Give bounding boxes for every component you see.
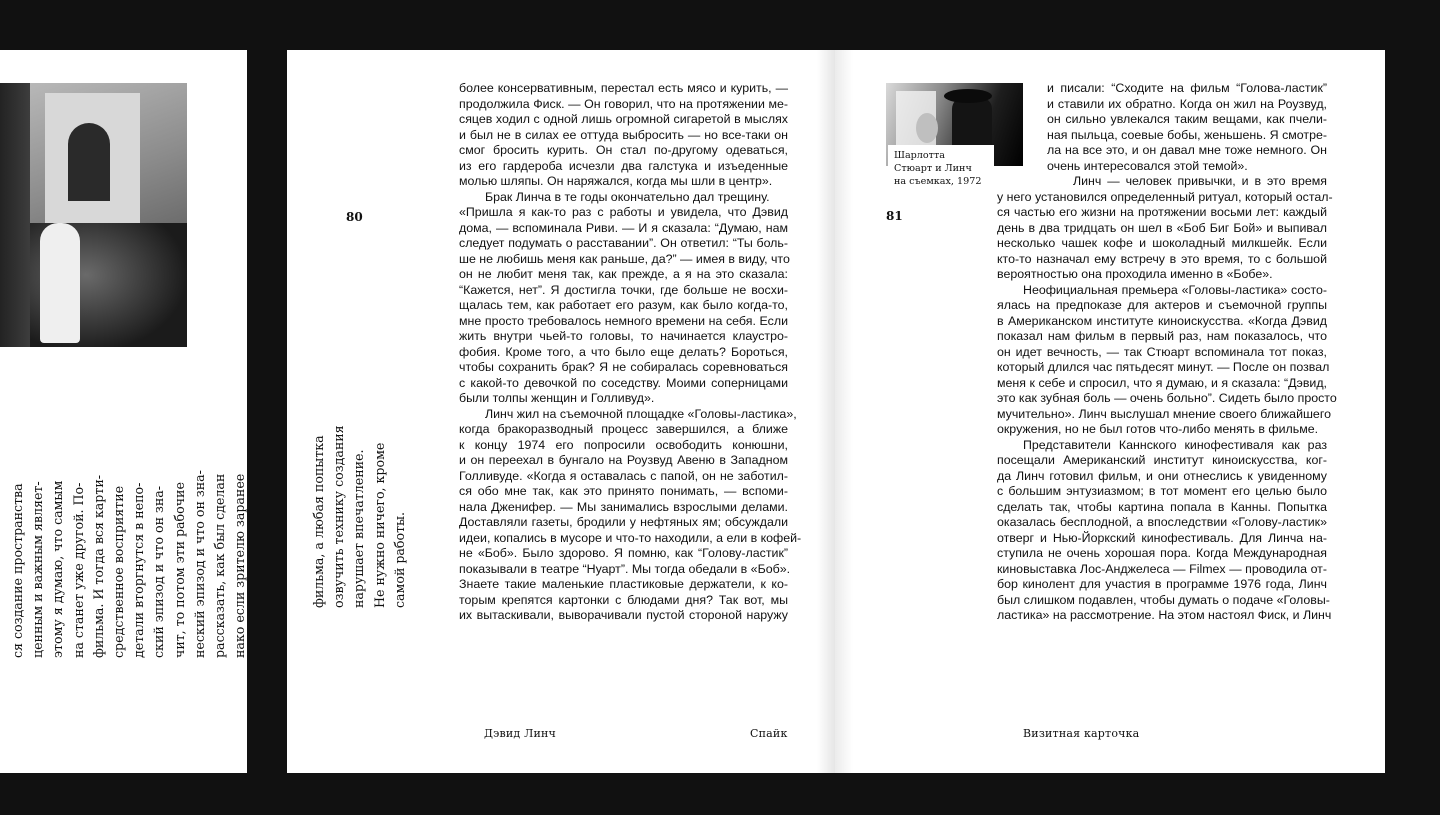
text-line: чит, то потом эти рабочие bbox=[171, 482, 187, 658]
body-line: были толпы женщин и Голливуд». bbox=[459, 391, 655, 405]
body-line: более консервативным, перестал есть мясо и курить, — bbox=[459, 81, 788, 95]
body-line: с большим энтузиазмом; в тот момент его целью было bbox=[997, 484, 1327, 498]
body-line: Доставляли газеты, бродили у нефтяных ям; обсуждали bbox=[459, 515, 788, 529]
still-face bbox=[916, 113, 938, 143]
body-line: Линч жил на съемочной площадке «Головы-ластика», bbox=[485, 406, 797, 421]
photo-arched-door bbox=[68, 123, 110, 201]
body-line: ся частью его жизни на протяжении восьми лет: каждый bbox=[997, 205, 1327, 219]
text-line: самой работы. bbox=[391, 511, 407, 608]
running-footer-section: Визитная карточка bbox=[1023, 727, 1140, 740]
body-line: из его гардероба исчезли два галстука и изъеденные bbox=[459, 158, 788, 173]
body-line: показал нам фильм в первый раз, нам показалось, что bbox=[997, 329, 1327, 343]
text-line: детали вторгнутся в непо- bbox=[131, 482, 147, 658]
body-line: был слишком подавлен, чтобы думать о подаче «Головы- bbox=[997, 592, 1330, 607]
photo-adult-figure bbox=[0, 83, 30, 347]
body-line: в Американском институте киноискусства. «Когда Дэвид bbox=[997, 313, 1327, 328]
body-line: Неофициальная премьера «Головы-ластика» состо- bbox=[1023, 282, 1327, 297]
text-line: фильма, а любая попытка bbox=[311, 435, 326, 608]
body-line: чтобы сохранить брак? Я не собиралась соревноваться bbox=[459, 360, 788, 374]
text-line: рассказать, как был сделан bbox=[212, 473, 228, 658]
body-line: у него установился определенный ритуал, который остал- bbox=[997, 189, 1333, 204]
body-line: с какой-то девочкой по соседству. Моими соперницами bbox=[459, 375, 788, 390]
body-text-column bbox=[459, 81, 802, 624]
running-footer-section: Спайк bbox=[750, 727, 788, 740]
body-line: дома, — вспоминала Риви. — И я сказала: “Думаю, нам bbox=[459, 220, 788, 235]
body-line: бор кинолент для участия в программе 1976 года, Линч bbox=[997, 577, 1327, 591]
body-line: очень интересовался этой темой». bbox=[1047, 158, 1248, 173]
body-line: молью шляпы. Он наряжался, когда мы шли в центр». bbox=[459, 174, 773, 188]
text-line: неский эпизод и что он зна- bbox=[191, 470, 207, 658]
photo-child-figure bbox=[40, 223, 80, 343]
text-line: ский эпизод и что он зна- bbox=[151, 485, 167, 658]
body-line: Голливуде. «Когда я оставалась с папой, он не заботил- bbox=[459, 468, 788, 483]
body-line: их вытаскивали, выворачивали пустой стороной наружу bbox=[459, 608, 788, 622]
rotated-text-column bbox=[8, 328, 247, 658]
body-line: к концу 1974 его попросили освободить конюшни, bbox=[459, 437, 788, 452]
body-line: Линч — человек привычки, и в это время bbox=[1073, 174, 1327, 188]
body-line: ступила не очень хорошая пора. Когда Международная bbox=[997, 546, 1327, 560]
body-line: мне просто требовалось немного времени на себя. Если bbox=[459, 313, 788, 328]
body-line: идеи, копались в мусоре и что-то находили, а ели в кофей- bbox=[459, 530, 802, 545]
body-line: меня к себе и спросил, что я думаю, и я сказала: “Дэвид, bbox=[997, 375, 1327, 390]
body-line: посещали Американский институт киноискусства, ког- bbox=[997, 453, 1327, 467]
text-line: Стюарт и Линч bbox=[894, 163, 972, 174]
body-text-column bbox=[997, 81, 1337, 624]
body-line: торым крепятся картонки с блюдами дня? Так вот, мы bbox=[459, 592, 788, 607]
body-line: да Линч готовил фильм, и они отнеслись к увиденному bbox=[997, 468, 1327, 483]
body-line: жить внутри чьей-то головы, то начинается клаустро- bbox=[459, 329, 788, 343]
body-line: фобия. Кроме того, а что было еще делать? Бороться, bbox=[459, 344, 788, 359]
previous-page bbox=[0, 50, 247, 773]
body-line: и ставили их обратно. Когда он жил на Роузвуд, bbox=[1047, 96, 1327, 111]
body-line: оказалась бесплодной, а впоследствии «Голову-ластик» bbox=[997, 515, 1327, 529]
page-number: 80 bbox=[346, 210, 363, 224]
body-line: он идет вечность, — так Стюарт вспоминала тот показ, bbox=[997, 344, 1327, 359]
text-line: на станет уже другой. По- bbox=[70, 482, 86, 658]
body-line: киновыставка Лос-Анджелеса — Filmex — проводила от- bbox=[997, 561, 1327, 576]
body-line: ная пыльца, соевые бобы, женьшень. Я смотре- bbox=[1047, 127, 1327, 142]
body-line: ялась на предпоказе для актеров и съемочной группы bbox=[997, 298, 1327, 312]
body-line: и был не в силах ее оттуда выбросить — но все-таки он bbox=[459, 127, 788, 142]
body-line: смог бросить курить. Он стал по-другому одеваться, bbox=[459, 143, 788, 157]
text-line: Шарлотта bbox=[894, 150, 946, 161]
gutter-shadow bbox=[835, 50, 853, 773]
body-line: ла на все это, и он давал мне тоже немного. Он bbox=[1047, 143, 1327, 157]
body-line: когда бракоразводный процесс завершился, а ближе bbox=[459, 422, 788, 436]
text-line: Не нужно ничего, кроме bbox=[371, 442, 387, 608]
body-line: ше не любишь меня как раньше, да?” — имея в виду, что bbox=[459, 251, 790, 266]
body-line: не «Боб». Было здорово. Я помню, как “Голову-ластик” bbox=[459, 546, 788, 560]
body-line: “Кажется, нет”. Я достигла точки, где больше не восхи- bbox=[459, 282, 788, 297]
body-line: и он переехал в бунгало на Роузвуд Авеню в Западном bbox=[459, 453, 788, 467]
house-photo bbox=[0, 83, 187, 347]
body-line: сделать так, чтобы картина попала в Канны. Попытка bbox=[997, 499, 1327, 514]
body-line: кто-то назначал ему встречу в это время, то с большой bbox=[997, 251, 1327, 266]
page-number: 81 bbox=[886, 209, 903, 223]
page-81 bbox=[835, 50, 1385, 773]
body-line: «Пришла я как-то раз с работы и увидела, что Дэвид bbox=[459, 205, 788, 219]
body-line: отверг и Нью-Йоркский кинофестиваль. Для Линча на- bbox=[997, 530, 1327, 545]
gutter-shadow bbox=[817, 50, 835, 773]
text-line: нако если зрителю заранее bbox=[232, 473, 247, 658]
body-line: Представители Каннского кинофестиваля как раз bbox=[1023, 437, 1327, 452]
body-line: который длился час пятьдесят минут. — После он позвал bbox=[997, 360, 1330, 374]
text-line: ся создание пространства bbox=[10, 483, 25, 658]
body-line: это как зубная боль — очень больно”. Сидеть было просто bbox=[997, 391, 1337, 405]
still-hat bbox=[944, 89, 992, 103]
body-line: нала Дженифер. — Мы занимались взрослыми делами. bbox=[459, 499, 788, 514]
body-line: Брак Линча в те годы окончательно дал трещину. bbox=[485, 189, 770, 204]
body-line: он сильно увлекался таким вещами, как пчели- bbox=[1047, 112, 1327, 126]
text-line: озвучить технику создания bbox=[331, 425, 347, 608]
text-line: фильма. И тогда вся карти- bbox=[90, 475, 106, 658]
body-line: несколько чашек кофе и шоколадный милкшейк. Если bbox=[997, 236, 1327, 250]
body-line: продолжила Фиск. — Он говорил, что на протяжении ме- bbox=[459, 96, 788, 111]
rotated-side-note bbox=[309, 278, 410, 608]
body-line: показывали в театре “Нуарт”. Мы тогда обедали в «Боб». bbox=[459, 561, 791, 576]
page-80 bbox=[287, 50, 835, 773]
text-line: на съемках, 1972 bbox=[894, 176, 982, 187]
text-line: этому я думаю, что самым bbox=[50, 480, 66, 658]
body-line: вероятностью она проходила именно в «Бобе». bbox=[997, 267, 1273, 281]
body-line: следует подумать о расставании”. Он ответил: “Ты боль- bbox=[459, 236, 788, 250]
body-line: мучительно». Линч выслушал мнение своего ближайшего bbox=[997, 406, 1331, 421]
body-line: он не любит меня так, как прежде, а я на это сказала: bbox=[459, 267, 788, 281]
body-line: ся обо мне так, как это принято понимать, — вспоми- bbox=[459, 484, 788, 498]
body-line: окружения, но не был готов что-либо менять в фильме. bbox=[997, 422, 1319, 436]
body-line: Знаете такие маленькие пластиковые держатели, к ко- bbox=[459, 577, 788, 591]
photo-caption bbox=[888, 145, 994, 192]
body-line: щалась тем, как работает его разум, как было когда-то, bbox=[459, 298, 788, 312]
body-line: и писали: “Сходите на фильм “Голова-ластик” bbox=[1047, 81, 1327, 95]
body-line: сяцев ходил с одной лишь огромной сигаретой в мыслях bbox=[459, 112, 788, 126]
body-line: день в два тридцать он шел в «Боб Биг Бой» и выпивал bbox=[997, 220, 1327, 235]
text-line: средственное восприятие bbox=[111, 485, 127, 658]
body-line: ластика» на рассмотрение. На этом настоял Фиск, и Линч bbox=[997, 608, 1332, 622]
text-line: ценным и важным являет- bbox=[30, 481, 46, 658]
running-footer-author: Дэвид Линч bbox=[484, 727, 557, 740]
text-line: нарушает впечатление. bbox=[351, 449, 367, 608]
